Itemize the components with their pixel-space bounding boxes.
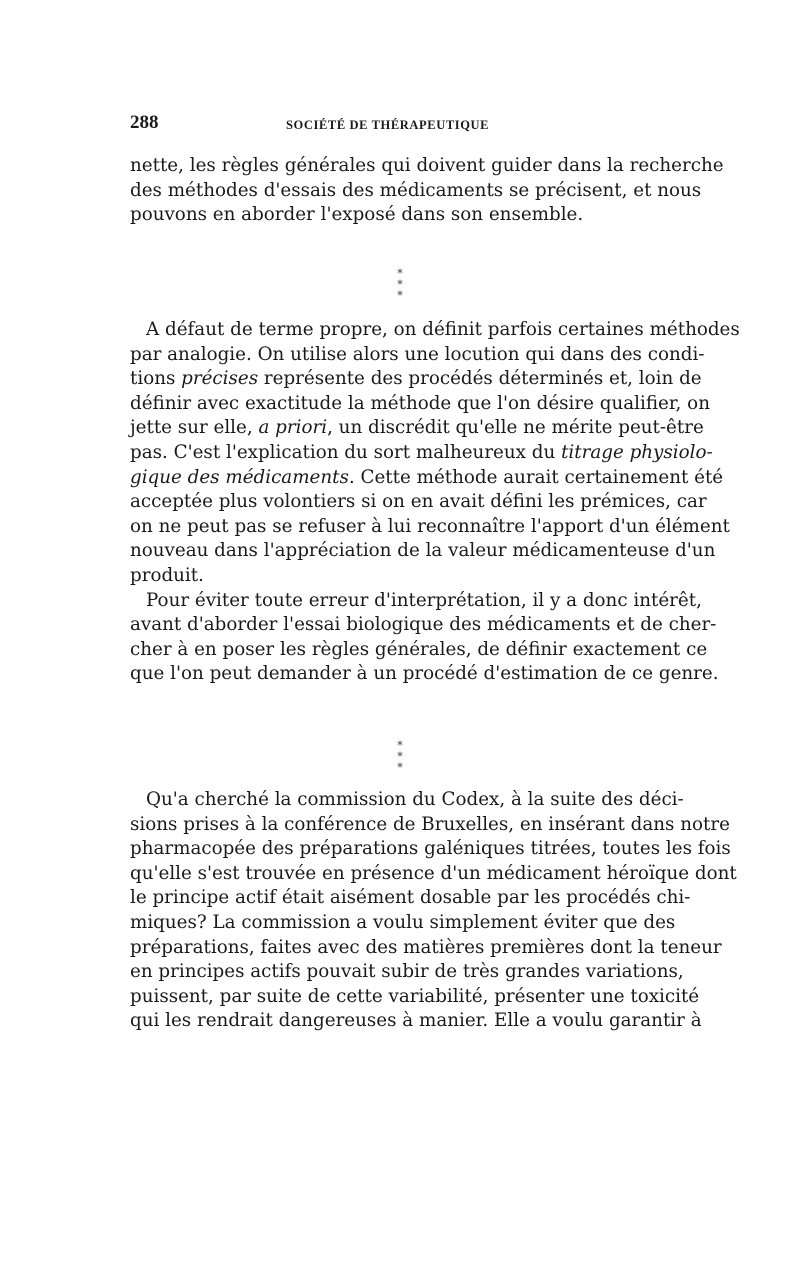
text-line: Qu'a cherché la commission du Codex, à la suite des déci- <box>146 789 684 810</box>
text-line: définir avec exactitude la méthode que l'on désire qualifier, on <box>130 392 710 414</box>
text-line: jette sur elle, a priori, un discrédit qu'elle ne mérite peut-être <box>130 417 704 439</box>
text-line: par analogie. On utilise alors une locution qui dans des condi- <box>130 343 705 365</box>
asterism-top: * <box>397 267 403 280</box>
asterism-separator <box>380 267 420 302</box>
page-header <box>130 112 672 142</box>
asterism-bottom: * * <box>397 750 411 774</box>
text-line: pharmacopée des préparations galéniques titrées, toutes les fois <box>130 838 731 860</box>
page-number: 288 <box>130 112 159 133</box>
text-line: produit. <box>130 564 204 586</box>
text-line: en principes actifs pouvait subir de très grandes variations, <box>130 961 684 983</box>
italic-text: gique des médicaments <box>130 466 349 488</box>
text-line: pouvons en aborder l'exposé dans son ensemble. <box>130 204 584 226</box>
text-line: avant d'aborder l'essai biologique des médicaments et de cher- <box>130 614 717 636</box>
text-line: nouveau dans l'appréciation de la valeur médicamenteuse d'un <box>130 540 716 562</box>
text-line: cher à en poser les règles générales, de définir exactement ce <box>130 638 708 660</box>
asterism-bottom: * * <box>397 278 411 302</box>
running-head: SOCIÉTÉ DE THÉRAPEUTIQUE <box>286 118 490 132</box>
text-line: le principe actif était aisément dosable par les procédés chi- <box>130 887 691 909</box>
text-line: nette, les règles générales qui doivent guider dans la recherche <box>130 155 724 176</box>
text-line: miques? La commission a voulu simplement éviter que des <box>130 911 676 933</box>
text-line: pas. C'est l'explication du sort malheureux du titrage physiolo- <box>130 441 713 463</box>
italic-text: précises <box>181 368 259 390</box>
italic-text: a priori <box>258 417 328 439</box>
text-line: on ne peut pas se refuser à lui reconnaître l'apport d'un élément <box>130 515 730 537</box>
section-3-text <box>130 788 737 1034</box>
text-line: des méthodes d'essais des médicaments se précisent, et nous <box>130 179 702 201</box>
text-line: tions précises représente des procédés déterminés et, loin de <box>130 368 702 390</box>
text-line: gique des médicaments. Cette méthode aurait certainement été <box>130 466 724 488</box>
text-line: puissent, par suite de cette variabilité, présenter une toxicité <box>130 985 700 1007</box>
italic-text: titrage physiolo- <box>561 441 713 463</box>
asterism-top: * <box>397 739 403 752</box>
section-2-text <box>130 318 740 687</box>
text-line: préparations, faites avec des matières premières dont la teneur <box>130 936 722 958</box>
text-line: A défaut de terme propre, on définit parfois certaines méthodes <box>146 319 740 340</box>
text-line: Pour éviter toute erreur d'interprétation, il y a donc intérêt, <box>146 589 702 611</box>
text-line: que l'on peut demander à un procédé d'estimation de ce genre. <box>130 663 719 685</box>
asterism-separator <box>380 739 420 774</box>
text-line: sions prises à la conférence de Bruxelles, en insérant dans notre <box>130 813 730 835</box>
text-line: qu'elle s'est trouvée en présence d'un médicament héroïque dont <box>130 862 737 884</box>
section-1-text <box>130 154 724 228</box>
text-line: acceptée plus volontiers si on en avait défini les prémices, car <box>130 491 707 513</box>
text-line: qui les rendrait dangereuses à manier. Elle a voulu garantir à <box>130 1010 702 1032</box>
